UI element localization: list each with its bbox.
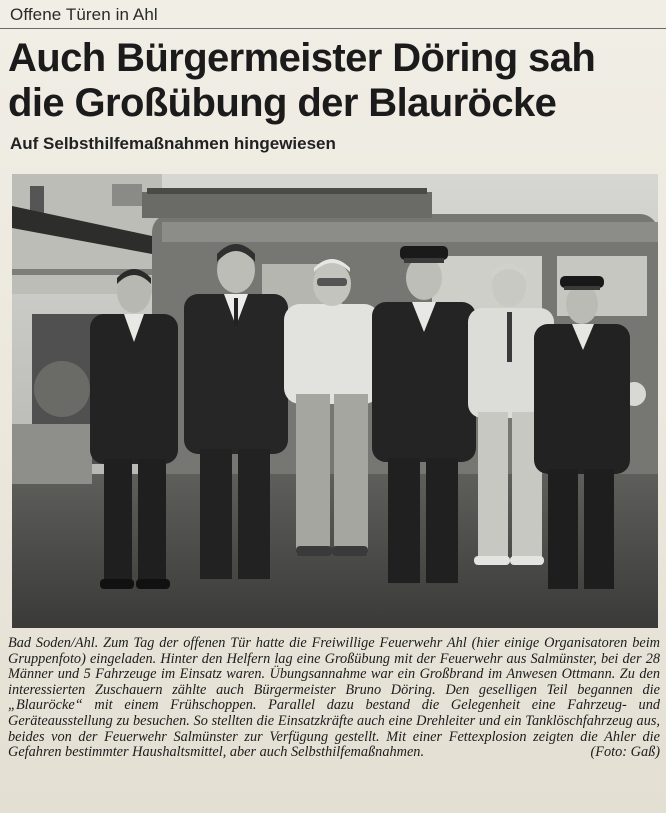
headline-line-1: Auch Bürgermeister Döring sah [8, 36, 596, 80]
headline-line-2: die Großübung der Blauröcke [8, 81, 557, 125]
kicker-divider [0, 28, 666, 29]
group-photo-firefighters-icon [12, 174, 658, 628]
group-photo [12, 174, 658, 628]
section-kicker: Offene Türen in Ahl [10, 5, 158, 24]
photo-credit: (Foto: Gaß) [590, 744, 660, 761]
headline [8, 36, 658, 126]
subheadline: Auf Selbsthilfemaßnahmen hingewiesen [10, 134, 336, 153]
caption-text: Bad Soden/Ahl. Zum Tag der offenen Tür hatte die Freiwillige Feuerwehr Ahl (hier einige Organisatoren beim Gruppenfoto) eingeladen. Hinter den Helfern lag eine Großübung mit der Feuerwehr aus Salmünster, bei der 28 Männer und 5 Fahrzeuge im Einsatz waren. Übungsannahme war ein Großbrand im Anwesen Ottmann. Zu den interessierten Zuschauern zählte auch Bürgermeister Bruno Döring. Den geselligen Teil begannen die „Blauröcke“ mit einem Frühschoppen. Parallel dazu bestand die Gelegenheit eine Fahrzeug- und Geräteausstellung zu besuchen. So stellten die Einsatzkräfte auch eine Drehleiter und ein Tanklöschfahrzeug aus, beides von der Feuerwehr Salmünster zur Verfügung gestellt. Mit einer Fettexplosion zeigten die Ahler die Gefahren bestimmter Haushaltsmittel, aber auch Selbsthilfemaßnahmen. [8, 635, 660, 761]
photo-caption [8, 636, 660, 761]
